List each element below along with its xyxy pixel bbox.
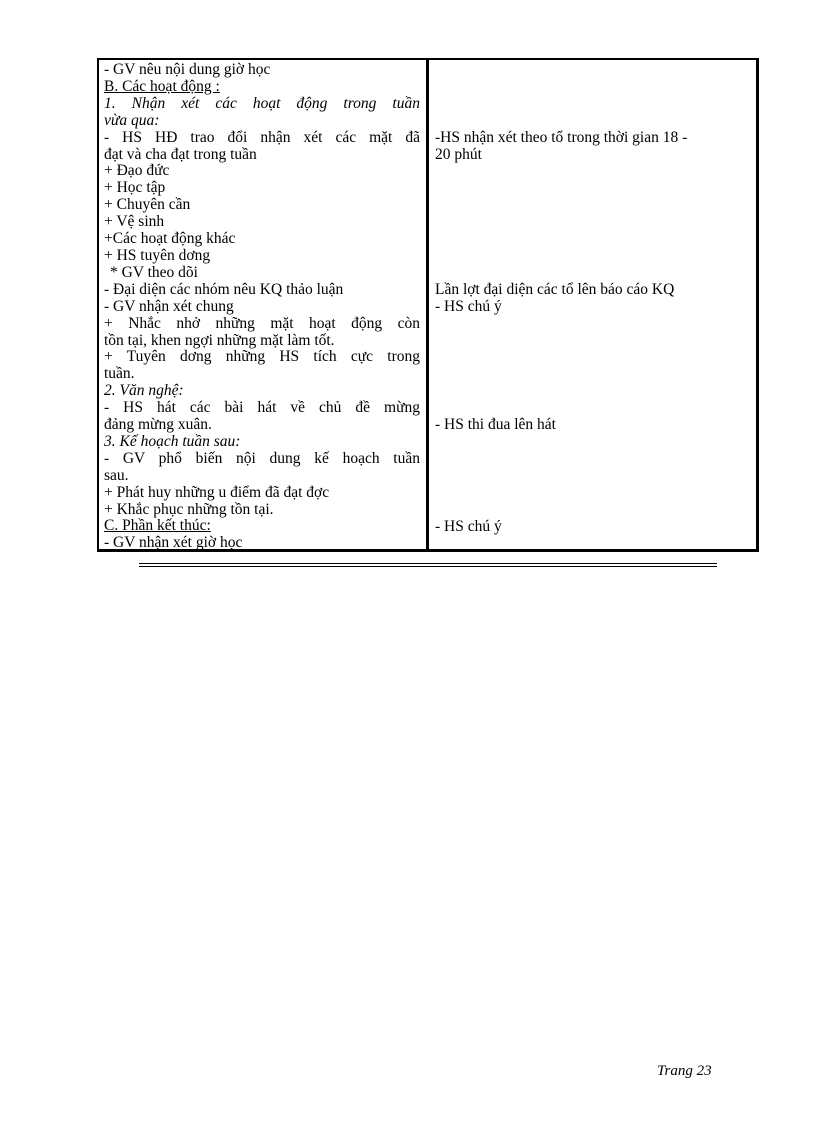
subsection-heading: 2. Văn nghệ: <box>104 382 184 400</box>
left-line: + Phát huy những u điểm đã đạt đợc <box>104 483 330 501</box>
left-line: sau. <box>104 466 129 484</box>
right-line: 20 phút <box>435 146 482 163</box>
left-line: + Nhắc nhở những mặt hoạt động còn <box>104 314 420 332</box>
list-item: + Vệ sinh <box>104 213 165 231</box>
subsection-heading-cont: vừa qua: <box>104 111 160 129</box>
right-line: -HS nhận xét theo tổ trong thời gian 18 - <box>435 129 688 146</box>
right-line: - HS chú ý <box>435 298 502 315</box>
left-line: - GV nhận xét giờ học <box>104 534 243 552</box>
right-line: Lần lợt đại diện các tổ lên báo cáo KQ <box>435 281 675 298</box>
list-item: + Chuyên cần <box>104 196 191 214</box>
left-line: - Đại diện các nhóm nêu KQ thảo luận <box>104 280 344 298</box>
subsection-heading: 3. Kế hoạch tuần sau: <box>104 432 241 450</box>
left-line: đảng mừng xuân. <box>104 416 212 434</box>
left-line: - GV phổ biến nội dung kế hoạch tuần <box>104 449 420 467</box>
section-heading: B. Các hoạt động : <box>104 77 220 95</box>
list-item: +Các hoạt động khác <box>104 230 236 248</box>
page-number: Trang 23 <box>657 1063 712 1079</box>
divider-rule <box>139 566 717 567</box>
left-line: * GV theo dõi <box>110 263 198 281</box>
left-line: + Tuyên dơng những HS tích cực trong <box>104 348 420 366</box>
column-divider <box>426 58 429 552</box>
divider-rule <box>139 563 717 564</box>
left-line: - GV nhận xét chung <box>104 297 234 315</box>
left-line: tuần. <box>104 365 135 383</box>
list-item: + Học tập <box>104 179 166 197</box>
left-line: + Khắc phục những tồn tại. <box>104 500 274 518</box>
left-line: tồn tại, khen ngợi những mặt làm tốt. <box>104 331 335 349</box>
teacher-activities-column <box>104 62 420 552</box>
list-item: + HS tuyên dơng <box>104 246 211 264</box>
right-line: - HS chú ý <box>435 518 502 535</box>
left-line: - GV nêu nội dung giờ học <box>104 61 271 78</box>
left-line: - HS HĐ trao đổi nhận xét các mặt đã <box>104 128 420 146</box>
left-line: - HS hát các bài hát về chủ đề mừng <box>104 399 420 417</box>
list-item: + Đạo đức <box>104 162 170 180</box>
section-heading: C. Phần kết thúc: <box>104 517 211 535</box>
subsection-heading: 1. Nhận xét các hoạt động trong tuần <box>104 94 420 112</box>
right-line: - HS thi đua lên hát <box>435 416 556 433</box>
left-line: đạt và cha đạt trong tuần <box>104 145 257 163</box>
